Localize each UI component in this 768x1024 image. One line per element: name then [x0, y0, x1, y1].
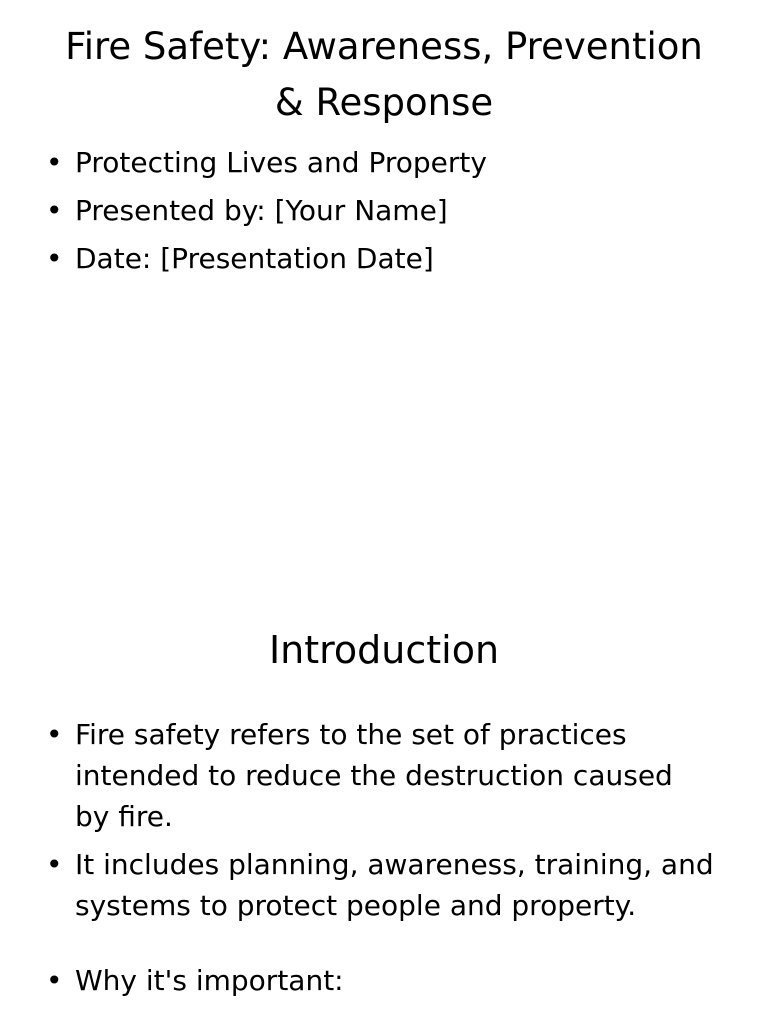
slide-title: [30, 19, 738, 131]
bullet-text: Date: [Presentation Date]: [75, 242, 434, 275]
bullet-list: [0, 714, 768, 1008]
bullet-icon: •: [46, 194, 63, 227]
bullet-text: Fire safety refers to the set of practices intended to reduce the destruction caused by fire.: [75, 718, 673, 833]
bullet-item: [0, 960, 768, 1001]
title-line-1: Fire Safety: Awareness, Prevention: [65, 25, 703, 68]
bullet-item: [0, 714, 768, 837]
bullet-item: [0, 235, 768, 283]
bullet-icon: •: [46, 964, 63, 997]
bullet-text: It includes planning, awareness, training, and systems to protect people and property.: [75, 848, 714, 922]
bullet-icon: •: [46, 242, 63, 275]
slide-title: Introduction: [268, 628, 500, 672]
bullet-icon: •: [46, 718, 63, 751]
bullet-list: [0, 139, 768, 283]
title-line-2: & Response: [274, 81, 494, 124]
bullet-item: [0, 139, 768, 187]
bullet-item: [0, 844, 768, 926]
bullet-text: Protecting Lives and Property: [75, 146, 487, 179]
bullet-text: Presented by: [Your Name]: [75, 194, 448, 227]
bullet-text: Why it's important:: [75, 964, 344, 997]
introduction-slide: [0, 600, 768, 1024]
bullet-icon: •: [46, 848, 63, 881]
bullet-item: [0, 187, 768, 235]
bullet-icon: •: [46, 146, 63, 179]
